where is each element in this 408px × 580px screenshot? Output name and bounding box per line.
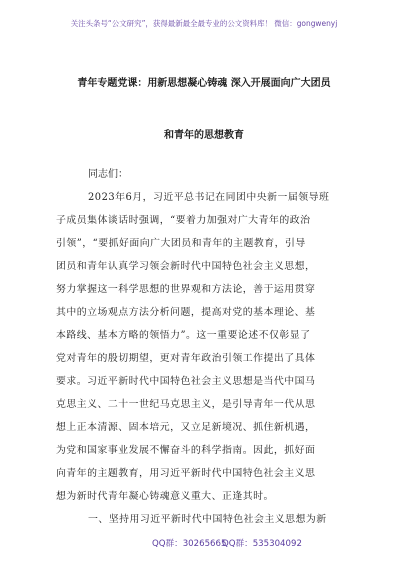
- body-paragraph-line: 向青年的主题教育，用习近平新时代中国特色社会主义思: [56, 468, 316, 479]
- greeting: 同志们：: [88, 169, 128, 180]
- section-heading-line: 一、坚持用习近平新时代中国特色社会主义思想为新: [88, 514, 327, 525]
- body-paragraph-line: 努力掌握这一科学思想的世界观和方法论，善于运用贯穿: [56, 284, 316, 295]
- body-paragraph-line: 要求。习近平新时代中国特色社会主义思想是当代中国马: [56, 376, 316, 387]
- body-paragraph-line: 为党和国家事业发展不懈奋斗的科学指南。因此，抓好面: [56, 445, 316, 456]
- footer-qq-group-left: QQ群：30265665: [152, 539, 227, 549]
- document-title-line-1: 青年专题党课：用新思想凝心铸魂 深入开展面向广大团员: [77, 78, 331, 89]
- body-paragraph-line: 克思主义、二十一世纪马克思主义，是引导青年一代从思: [56, 399, 316, 410]
- body-paragraph-line: 引领”，“要抓好面向广大团员和青年的主题教育，引导: [56, 238, 306, 249]
- document-title-line-2: 和青年的思想教育: [164, 130, 244, 141]
- body-paragraph-line: 想为新时代青年凝心铸魂意义重大、正逢其时。: [56, 491, 274, 502]
- body-paragraph-line: 本路线、基本方略的领悟力”。这一重要论述不仅彰显了: [56, 330, 311, 341]
- header-banner: 关注头条号“公文研究”，获得最新最全最专业的公文资料库！ 微信：gongwenyj: [70, 19, 338, 28]
- body-paragraph-line: 2023年6月，习近平总书记在同团中央新一届领导班: [88, 192, 330, 203]
- body-paragraph-line: 想上正本清源、固本培元，又立足新境况、抓住新机遇，: [56, 422, 316, 433]
- page-footer: [0, 537, 408, 551]
- body-paragraph-line: 其中的立场观点方法分析问题，提高对党的基本理论、基: [56, 307, 316, 318]
- footer-qq-group-right: QQ群：535304092: [222, 539, 302, 549]
- body-paragraph-line: 党对青年的殷切期望，更对青年政治引领工作提出了具体: [56, 353, 316, 364]
- body-paragraph-line: 子成员集体谈话时强调，“要着力加强对广大青年的政治: [56, 215, 311, 226]
- body-paragraph-line: 团员和青年认真学习领会新时代中国特色社会主义思想，: [56, 261, 316, 272]
